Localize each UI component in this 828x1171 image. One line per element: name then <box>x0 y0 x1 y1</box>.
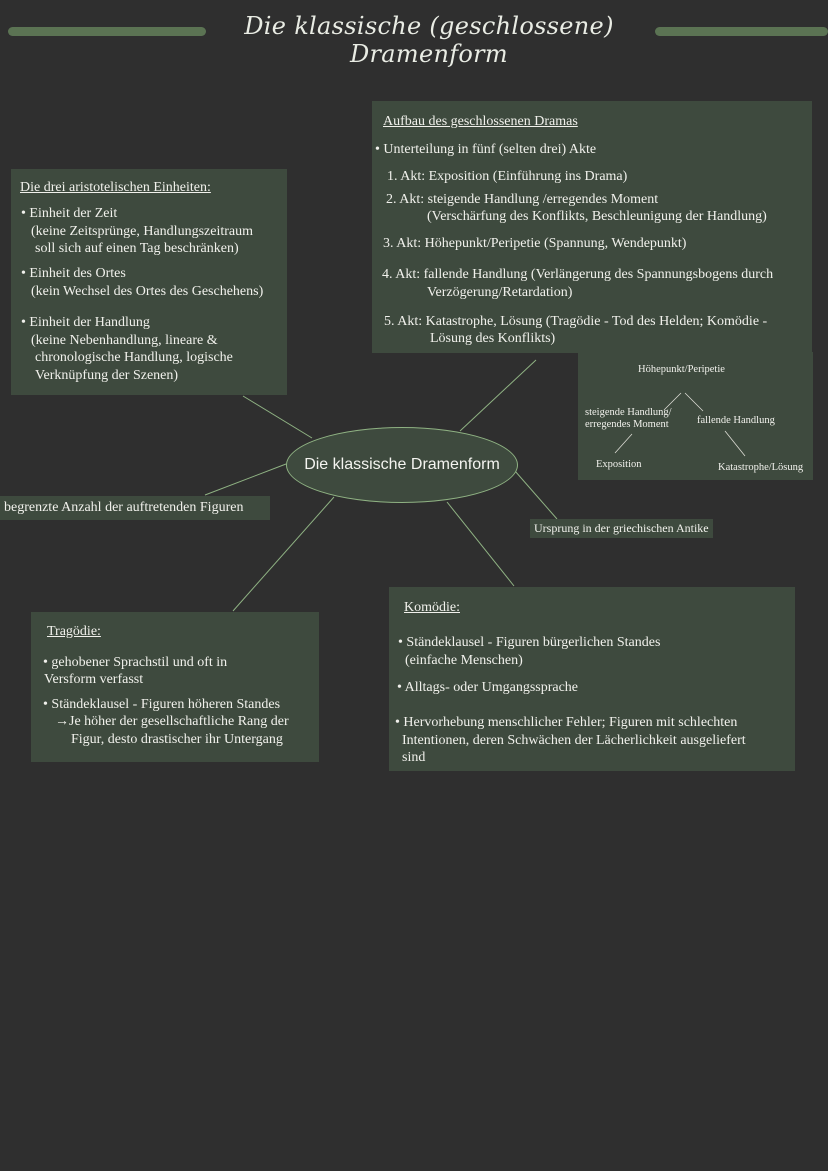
aufbau-line: 5. Akt: Katastrophe, Lösung (Tragödie - Tod des Helden; Komödie - <box>384 314 768 329</box>
figuren-label: begrenzte Anzahl der auftretenden Figuren <box>0 496 270 520</box>
einheiten-line: Verknüpfung der Szenen) <box>35 368 179 383</box>
einheiten-line: chronologische Handlung, logische <box>35 350 233 365</box>
pyramid-box <box>578 352 813 480</box>
einheiten-heading: Die drei aristotelischen Einheiten: <box>20 180 211 195</box>
aufbau-line: 2. Akt: steigende Handlung /erregendes Moment <box>386 192 659 207</box>
aufbau-line: • Unterteilung in fünf (selten drei) Akte <box>375 142 597 157</box>
aufbau-line: 1. Akt: Exposition (Einführung ins Drama) <box>387 169 628 184</box>
aufbau-line: (Verschärfung des Konflikts, Beschleunigung der Handlung) <box>427 209 767 224</box>
tragoedie-line: →Je höher der gesellschaftliche Rang der <box>55 714 289 729</box>
tragoedie-box <box>31 612 319 762</box>
pyramid-falling-label: fallende Handlung <box>697 415 775 426</box>
center-node: Die klassische Dramenform <box>286 427 518 503</box>
page-title: Die klassische (geschlossene) Dramenform <box>244 12 614 68</box>
komoedie-box <box>389 587 795 771</box>
einheiten-line: soll sich auf einen Tag beschränken) <box>35 241 239 256</box>
ursprung-label: Ursprung in der griechischen Antike <box>530 519 713 538</box>
einheiten-line: • Einheit der Handlung <box>21 315 150 330</box>
connector-figuren <box>205 464 286 495</box>
komoedie-line: • Alltags- oder Umgangssprache <box>397 680 579 695</box>
einheiten-line: (kein Wechsel des Ortes des Geschehens) <box>31 284 264 299</box>
connector-einheiten <box>243 396 312 438</box>
einheiten-line: (keine Zeitsprünge, Handlungszeitraum <box>31 224 253 239</box>
komoedie-line: • Ständeklausel - Figuren bürgerlichen Standes <box>398 635 661 650</box>
tragoedie-line: Figur, desto drastischer ihr Untergang <box>71 732 283 747</box>
aufbau-heading: Aufbau des geschlossenen Dramas <box>383 114 578 129</box>
komoedie-line: Intentionen, deren Schwächen der Lächerlichkeit ausgeliefert <box>402 733 746 748</box>
aufbau-line: 3. Akt: Höhepunkt/Peripetie (Spannung, Wendepunkt) <box>383 236 687 251</box>
pyramid-start-label: Exposition <box>596 459 642 470</box>
tragoedie-line: • Ständeklausel - Figuren höheren Standes <box>43 697 281 712</box>
pyramid-end-label: Katastrophe/Lösung <box>718 462 804 473</box>
komoedie-heading: Komödie: <box>404 600 460 615</box>
komoedie-line: • Hervorhebung menschlicher Fehler; Figuren mit schlechten <box>395 715 738 730</box>
tragoedie-line: • gehobener Sprachstil und oft in <box>43 655 228 670</box>
tragoedie-line: Versform verfasst <box>44 672 144 687</box>
pyramid-rising-label: erregendes Moment <box>585 419 669 430</box>
pyramid-rising-label: steigende Handlung/ <box>585 407 672 418</box>
aufbau-box <box>372 101 812 353</box>
aufbau-line: Lösung des Konflikts) <box>430 331 556 346</box>
connector-komoedie <box>447 502 514 586</box>
connector-aufbau <box>460 360 536 431</box>
einheiten-box <box>11 169 287 395</box>
komoedie-line: (einfache Menschen) <box>405 653 523 668</box>
aufbau-line: 4. Akt: fallende Handlung (Verlängerung des Spannungsbogens durch <box>382 267 774 282</box>
tragoedie-heading: Tragödie: <box>47 624 101 639</box>
pyramid-top-label: Höhepunkt/Peripetie <box>638 364 725 375</box>
connector-ursprung <box>515 471 557 519</box>
einheiten-line: • Einheit der Zeit <box>21 206 118 221</box>
einheiten-line: (keine Nebenhandlung, lineare & <box>31 333 218 348</box>
komoedie-line: sind <box>402 750 426 765</box>
einheiten-line: • Einheit des Ortes <box>21 266 126 281</box>
aufbau-line: Verzögerung/Retardation) <box>427 285 573 300</box>
